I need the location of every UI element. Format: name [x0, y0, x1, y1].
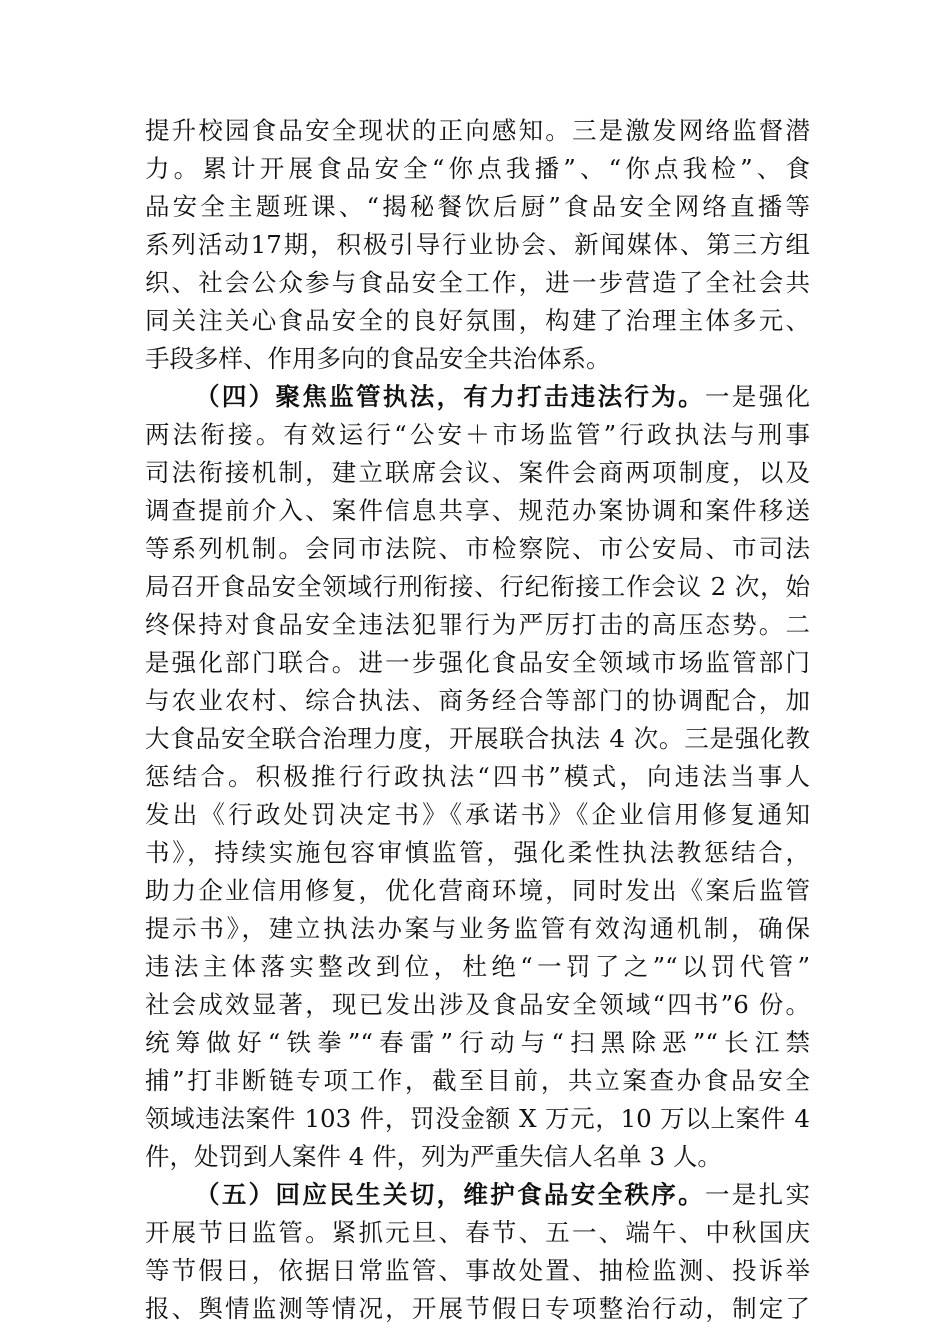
line-text: 两法衔接。有效运行“公安＋市场监管”行政执法与刑事 [145, 420, 810, 449]
line-text: 局召开食品安全领域行刑衔接、行纪衔接工作会议 2 次，始 [145, 572, 810, 601]
text-line [145, 530, 810, 568]
text-line [145, 758, 810, 796]
text-line [145, 492, 810, 530]
line-text: 司法衔接机制，建立联席会议、案件会商两项制度，以及 [145, 458, 810, 487]
line-text: 违法主体落实整改到位，杜绝“一罚了之”“以罚代管” [145, 952, 810, 981]
document-body [145, 112, 810, 1328]
line-text: 调查提前介入、案件信息共享、规范办案协调和案件移送 [145, 496, 810, 525]
text-line [145, 682, 810, 720]
text-line [145, 644, 810, 682]
line-text: 件，处罚到人案件 4 件，列为严重失信人名单 3 人。 [145, 1142, 722, 1171]
line-text: 助力企业信用修复，优化营商环境，同时发出《案后监管 [145, 876, 810, 905]
text-line [145, 302, 810, 340]
paragraph-start-line [145, 378, 810, 416]
text-line [145, 1214, 810, 1252]
text-line [145, 188, 810, 226]
text-line [145, 264, 810, 302]
text-line [145, 1252, 810, 1290]
line-text: 是强化部门联合。进一步强化食品安全领域市场监管部门 [145, 648, 810, 677]
section-heading: （四）聚焦监管执法，有力打击违法行为。 [195, 382, 705, 411]
line-text: 社会成效显著，现已发出涉及食品安全领域“四书”6 份。 [145, 990, 810, 1019]
line-text: 惩结合。积极推行行政执法“四书”模式，向违法当事人 [145, 762, 810, 791]
text-line [145, 796, 810, 834]
text-line [145, 872, 810, 910]
text-line [145, 1062, 810, 1100]
line-text: 力。累计开展食品安全“你点我播”、“你点我检”、食 [145, 154, 810, 183]
text-line [145, 948, 810, 986]
text-line [145, 340, 810, 378]
paragraph-start-line [145, 1176, 810, 1214]
line-text: 开展节日监管。紧抓元旦、春节、五一、端午、中秋国庆 [145, 1218, 810, 1247]
text-line [145, 910, 810, 948]
line-text: 提升校园食品安全现状的正向感知。三是激发网络监督潜 [145, 116, 810, 145]
line-text: 发出《行政处罚决定书》《承诺书》《企业信用修复通知 [145, 800, 810, 829]
text-line [145, 1290, 810, 1328]
line-text: 捕”打非断链专项工作，截至目前，共立案查办食品安全 [145, 1066, 810, 1095]
line-text: 一是扎实 [704, 1180, 811, 1209]
line-text: 系列活动17期，积极引导行业协会、新闻媒体、第三方组 [145, 230, 810, 259]
line-text: 统筹做好“铁拳”“春雷”行动与“扫黑除恶”“长江禁 [145, 1028, 810, 1057]
text-line [145, 1138, 810, 1176]
text-line [145, 416, 810, 454]
line-text: 与农业农村、综合执法、商务经合等部门的协调配合，加 [145, 686, 810, 715]
line-text: 报、舆情监测等情况，开展节假日专项整治行动，制定了 [145, 1294, 810, 1323]
line-text: 织、社会公众参与食品安全工作，进一步营造了全社会共 [145, 268, 810, 297]
text-line [145, 834, 810, 872]
text-line [145, 454, 810, 492]
line-text: 书》，持续实施包容审慎监管，强化柔性执法教惩结合， [145, 838, 810, 867]
section-heading: （五）回应民生关切，维护食品安全秩序。 [195, 1180, 705, 1209]
text-line [145, 1024, 810, 1062]
line-text: 手段多样、作用多向的食品安全共治体系。 [145, 344, 611, 373]
line-text: 终保持对食品安全违法犯罪行为严厉打击的高压态势。二 [145, 610, 810, 639]
text-line [145, 226, 810, 264]
text-line [145, 568, 810, 606]
text-line [145, 606, 810, 644]
line-text: 同关注关心食品安全的良好氛围，构建了治理主体多元、 [145, 306, 810, 335]
text-line [145, 112, 810, 150]
line-text: 一是强化 [704, 382, 811, 411]
line-text: 领域违法案件 103 件，罚没金额 X 万元，10 万以上案件 4 [145, 1104, 810, 1133]
text-line [145, 1100, 810, 1138]
line-text: 大食品安全联合治理力度，开展联合执法 4 次。三是强化教 [145, 724, 810, 753]
text-line [145, 986, 810, 1024]
line-text: 等系列机制。会同市法院、市检察院、市公安局、市司法 [145, 534, 810, 563]
line-text: 品安全主题班课、“揭秘餐饮后厨”食品安全网络直播等 [145, 192, 810, 221]
text-line [145, 150, 810, 188]
text-line [145, 720, 810, 758]
line-text: 提示书》，建立执法办案与业务监管有效沟通机制，确保 [145, 914, 810, 943]
line-text: 等节假日，依据日常监管、事故处置、抽检监测、投诉举 [145, 1256, 810, 1285]
